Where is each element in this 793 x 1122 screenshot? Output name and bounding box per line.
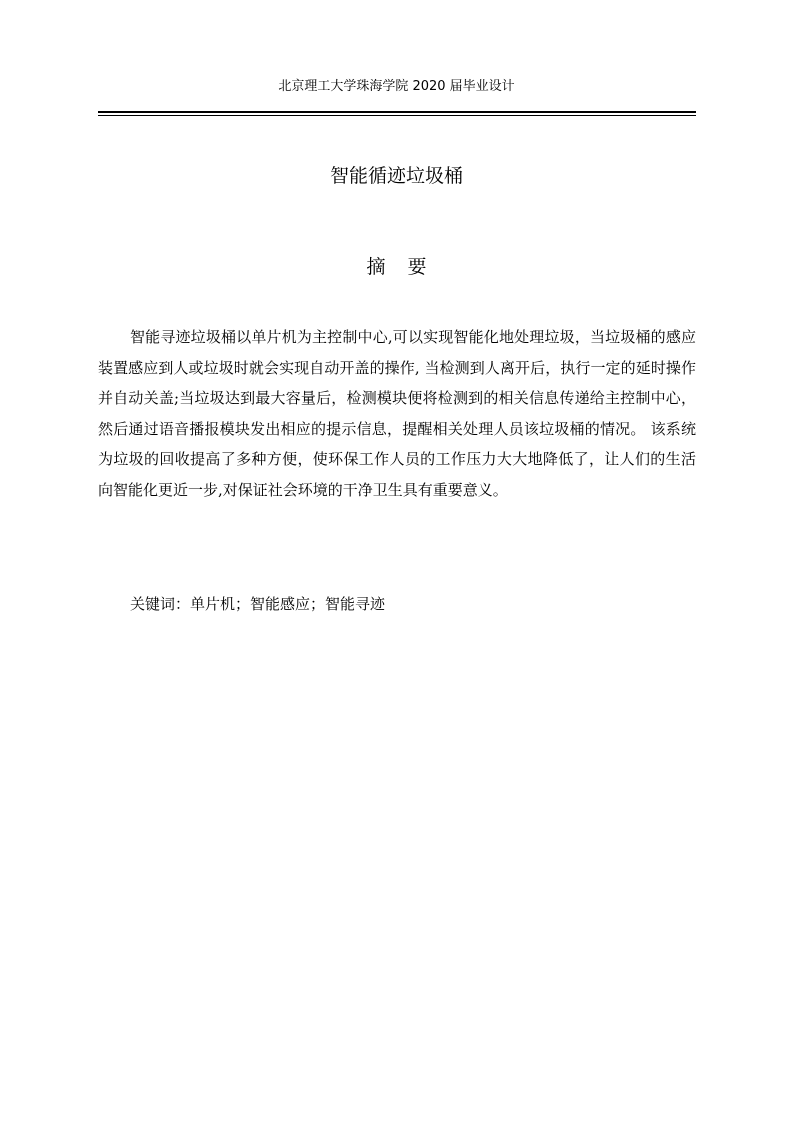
page-header — [0, 78, 793, 96]
keywords-label: 关键词： — [130, 595, 191, 613]
abstract-body: 智能寻迹垃圾桶以单片机为主控制中心,可以实现智能化地处理垃圾，当垃圾桶的感应装置感应到人或垃圾时就会实现自动开盖的操作, 当检测到人离开后，执行一定的延时操作并自动关盖;当垃圾达到最大容量后，检测模块便将检测到的相关信息传递给主控制中心，然后通过语音播报模块发出相应的提示信息，提醒相关处理人员该垃圾桶的情况。 该系统为垃圾的回收提高了多种方便，使环保工作人员的工作压力大大地降低了，让人们的生活向智能化更近一步,对保证社会环境的干净卫生具有重要意义。 — [98, 328, 696, 499]
document-title: 智能循迹垃圾桶 — [329, 165, 463, 187]
header-rule-thick — [98, 111, 696, 113]
header-rule-thin — [98, 115, 696, 116]
abstract-heading: 摘要 — [366, 256, 449, 278]
header-text: 北京理工大学珠海学院 2020 届毕业设计 — [278, 79, 515, 94]
keywords-list: 单片机；智能感应；智能寻迹 — [190, 595, 386, 613]
keywords-line — [130, 592, 385, 616]
